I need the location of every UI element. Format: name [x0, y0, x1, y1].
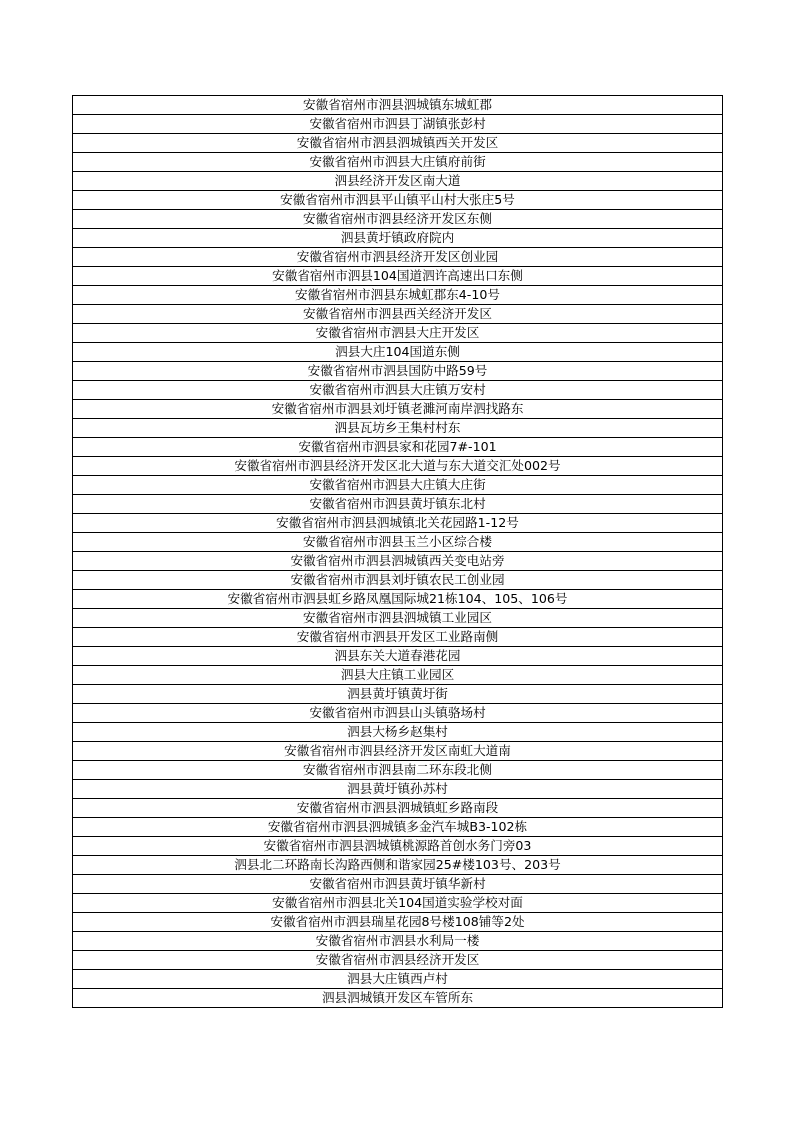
table-row: [73, 970, 723, 989]
address-table: [72, 95, 723, 1008]
table-row: [73, 856, 723, 875]
table-row: [73, 134, 723, 153]
address-cell: 泗县东关大道春港花园: [73, 647, 723, 666]
table-row: [73, 343, 723, 362]
address-cell: 泗县大庄104国道东侧: [73, 343, 723, 362]
table-row: [73, 704, 723, 723]
address-cell: 安徽省宿州市泗县平山镇平山村大张庄5号: [73, 191, 723, 210]
address-cell: 安徽省宿州市泗县黄圩镇东北村: [73, 495, 723, 514]
address-cell: 安徽省宿州市泗县丁湖镇张彭村: [73, 115, 723, 134]
table-row: [73, 381, 723, 400]
address-cell: 安徽省宿州市泗县经济开发区东侧: [73, 210, 723, 229]
address-cell: 安徽省宿州市泗县黄圩镇华新村: [73, 875, 723, 894]
table-row: [73, 153, 723, 172]
address-cell: 安徽省宿州市泗县开发区工业路南侧: [73, 628, 723, 647]
table-row: [73, 894, 723, 913]
address-cell: 安徽省宿州市泗县泗城镇东城虹郡: [73, 96, 723, 115]
address-cell: 安徽省宿州市泗县大庄镇府前街: [73, 153, 723, 172]
address-cell: 泗县大杨乡赵集村: [73, 723, 723, 742]
table-row: [73, 761, 723, 780]
address-cell: 泗县黄圩镇黄圩街: [73, 685, 723, 704]
table-row: [73, 229, 723, 248]
address-cell: 泗县北二环路南长沟路西侧和谐家园25#楼103号、203号: [73, 856, 723, 875]
table-row: [73, 400, 723, 419]
table-row: [73, 742, 723, 761]
table-row: [73, 552, 723, 571]
address-cell: 安徽省宿州市泗县水利局一楼: [73, 932, 723, 951]
address-cell: 泗县黄圩镇政府院内: [73, 229, 723, 248]
address-cell: 安徽省宿州市泗县国防中路59号: [73, 362, 723, 381]
address-cell: 安徽省宿州市泗县玉兰小区综合楼: [73, 533, 723, 552]
address-cell: 安徽省宿州市泗县虹乡路凤凰国际城21栋104、105、106号: [73, 590, 723, 609]
table-row: [73, 951, 723, 970]
table-row: [73, 172, 723, 191]
address-cell: 安徽省宿州市泗县南二环东段北侧: [73, 761, 723, 780]
address-cell: 安徽省宿州市泗县东城虹郡东4-10号: [73, 286, 723, 305]
address-cell: 安徽省宿州市泗县瑞星花园8号楼108铺等2处: [73, 913, 723, 932]
address-cell: 安徽省宿州市泗县泗城镇西关开发区: [73, 134, 723, 153]
address-cell: 安徽省宿州市泗县经济开发区: [73, 951, 723, 970]
table-row: [73, 533, 723, 552]
address-cell: 安徽省宿州市泗县大庄开发区: [73, 324, 723, 343]
address-cell: 泗县经济开发区南大道: [73, 172, 723, 191]
table-row: [73, 780, 723, 799]
table-row: [73, 362, 723, 381]
table-row: [73, 875, 723, 894]
address-cell: 安徽省宿州市泗县家和花园7#-101: [73, 438, 723, 457]
address-cell: 泗县泗城镇开发区车管所东: [73, 989, 723, 1008]
table-row: [73, 438, 723, 457]
address-cell: 安徽省宿州市泗县泗城镇多金汽车城B3-102栋: [73, 818, 723, 837]
table-row: [73, 609, 723, 628]
table-row: [73, 818, 723, 837]
address-cell: 安徽省宿州市泗县西关经济开发区: [73, 305, 723, 324]
table-row: [73, 723, 723, 742]
table-row: [73, 248, 723, 267]
table-row: [73, 267, 723, 286]
table-row: [73, 495, 723, 514]
address-cell: 安徽省宿州市泗县泗城镇工业园区: [73, 609, 723, 628]
address-cell: 安徽省宿州市泗县北关104国道实验学校对面: [73, 894, 723, 913]
table-row: [73, 647, 723, 666]
table-row: [73, 457, 723, 476]
table-row: [73, 837, 723, 856]
address-cell: 安徽省宿州市泗县泗城镇虹乡路南段: [73, 799, 723, 818]
table-row: [73, 324, 723, 343]
table-row: [73, 286, 723, 305]
address-cell: 安徽省宿州市泗县刘圩镇农民工创业园: [73, 571, 723, 590]
address-cell: 泗县黄圩镇孙苏村: [73, 780, 723, 799]
address-cell: 泗县大庄镇西卢村: [73, 970, 723, 989]
address-cell: 安徽省宿州市泗县经济开发区创业园: [73, 248, 723, 267]
table-row: [73, 514, 723, 533]
table-row: [73, 96, 723, 115]
address-cell: 安徽省宿州市泗县经济开发区南虹大道南: [73, 742, 723, 761]
table-row: [73, 210, 723, 229]
table-row: [73, 666, 723, 685]
table-row: [73, 191, 723, 210]
address-table-body: [73, 96, 723, 1008]
table-row: [73, 989, 723, 1008]
address-cell: 安徽省宿州市泗县泗城镇桃源路首创水务门旁03: [73, 837, 723, 856]
table-row: [73, 419, 723, 438]
table-row: [73, 305, 723, 324]
address-cell: 安徽省宿州市泗县104国道泗许高速出口东侧: [73, 267, 723, 286]
table-row: [73, 590, 723, 609]
table-row: [73, 571, 723, 590]
table-row: [73, 932, 723, 951]
address-cell: 安徽省宿州市泗县大庄镇大庄街: [73, 476, 723, 495]
address-cell: 安徽省宿州市泗县经济开发区北大道与东大道交汇处002号: [73, 457, 723, 476]
address-cell: 安徽省宿州市泗县泗城镇北关花园路1-12号: [73, 514, 723, 533]
table-row: [73, 476, 723, 495]
address-cell: 安徽省宿州市泗县泗城镇西关变电站旁: [73, 552, 723, 571]
address-cell: 安徽省宿州市泗县大庄镇万安村: [73, 381, 723, 400]
table-row: [73, 913, 723, 932]
table-row: [73, 799, 723, 818]
address-cell: 泗县大庄镇工业园区: [73, 666, 723, 685]
table-row: [73, 685, 723, 704]
address-cell: 泗县瓦坊乡王集村村东: [73, 419, 723, 438]
address-cell: 安徽省宿州市泗县刘圩镇老濉河南岸泗找路东: [73, 400, 723, 419]
table-row: [73, 628, 723, 647]
address-cell: 安徽省宿州市泗县山头镇骆场村: [73, 704, 723, 723]
table-row: [73, 115, 723, 134]
